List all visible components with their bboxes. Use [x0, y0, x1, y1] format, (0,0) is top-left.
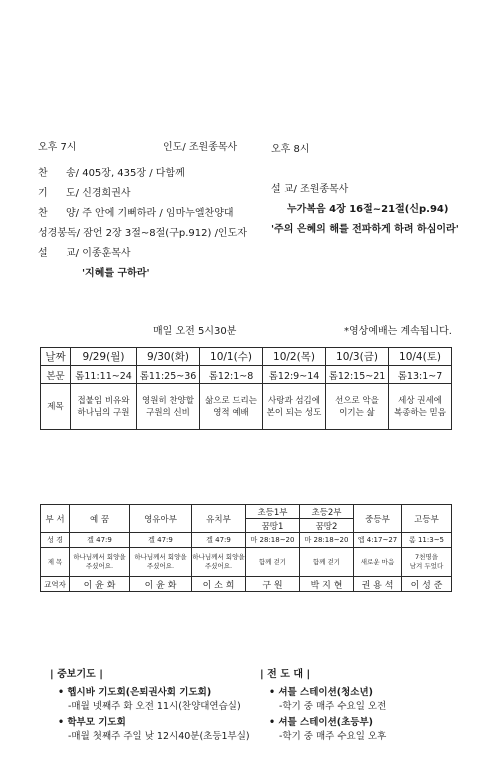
- table-row: [41, 533, 452, 548]
- daily-note: *영상예배는 계속됩니다.: [344, 326, 452, 337]
- cell-topic: 7천명을 남겨 두었다: [402, 548, 452, 577]
- dept-name: 예 꿈: [70, 505, 130, 533]
- cell-teacher: 이 소 희: [192, 577, 246, 592]
- evening7-leader: 인도/ 조원종목사: [163, 142, 238, 153]
- cell-verse: 겔 47:9: [192, 533, 246, 548]
- daily-heading: 매일 오전 5시30분: [153, 326, 237, 337]
- dept-sub-name: 꿈땅1: [246, 519, 300, 533]
- cell-text: 롬12:1~8: [200, 366, 263, 384]
- table-row: [41, 384, 452, 430]
- cell-date: 10/1(수): [200, 348, 263, 366]
- order-line-sermon: 설 교/ 이종훈목사: [38, 248, 131, 259]
- evening7-time: 오후 7시: [38, 142, 77, 153]
- evening8-time: 오후 8시: [271, 144, 310, 155]
- cell-date: 10/3(금): [326, 348, 389, 366]
- cell-topic: 하나님께서 회양을 주셨어요.: [70, 548, 130, 577]
- table-row: [41, 505, 452, 519]
- dept-name: 고등부: [402, 505, 452, 533]
- order-line-anthem: 찬 양/ 주 안에 기뻐하라 / 임마누엘찬양대: [38, 208, 234, 219]
- evening7-sermon-title: '지혜를 구하라': [82, 268, 150, 279]
- cell-topic: 하나님께서 회양을 주셨어요.: [192, 548, 246, 577]
- cell-topic: 세상 권세에 복종하는 믿음: [389, 384, 452, 430]
- table-row: [41, 577, 452, 592]
- evangelism-item-title: • 셔틀 스테이션(초등부): [269, 717, 373, 728]
- dept-name: 초등1부: [246, 505, 300, 519]
- cell-verse: 겔 47:9: [130, 533, 192, 548]
- cell-topic: 접붙임 비유와 하나님의 구원: [71, 384, 137, 430]
- evangelism-item-desc: -학기 중 매주 수요일 오후: [279, 731, 387, 742]
- cell-teacher: 이 윤 화: [130, 577, 192, 592]
- daily-schedule-table: [40, 347, 452, 430]
- table-row: [41, 348, 452, 366]
- prayer-item-title: • 학부모 기도회: [58, 717, 126, 728]
- dept-name: 초등2부: [300, 505, 354, 519]
- row-label-topic: 제 목: [41, 548, 70, 577]
- dept-header-label: 부 서: [41, 505, 70, 533]
- cell-text: 롬13:1~7: [389, 366, 452, 384]
- education-table: [40, 504, 452, 592]
- order-line-scripture: 성경봉독/ 잠언 2장 3절~8절(구p.912) /인도자: [38, 228, 247, 239]
- cell-date: 10/2(목): [263, 348, 326, 366]
- cell-topic: 영원히 찬양할 구원의 신비: [137, 384, 200, 430]
- row-label-teacher: 교역자: [41, 577, 70, 592]
- dept-name: 유치부: [192, 505, 246, 533]
- cell-teacher: 구 원: [246, 577, 300, 592]
- cell-date: 9/30(화): [137, 348, 200, 366]
- cell-verse: 마 28:18~20: [246, 533, 300, 548]
- cell-topic: 함께 걷기: [246, 548, 300, 577]
- prayer-heading: | 중보기도 |: [50, 669, 103, 680]
- cell-topic: 선으로 악을 이기는 삶: [326, 384, 389, 430]
- evangelism-item-title: • 셔틀 스테이션(청소년): [269, 687, 373, 698]
- order-line-prayer: 기 도/ 신경희권사: [38, 188, 131, 199]
- table-row: [41, 366, 452, 384]
- evening8-sermon-title: '주의 은혜의 해를 전파하게 하려 하심이라': [271, 224, 459, 235]
- dept-name: 영유아부: [130, 505, 192, 533]
- cell-verse: 엡 4:17~27: [354, 533, 402, 548]
- cell-text: 롬11:11~24: [71, 366, 137, 384]
- cell-date: 10/4(토): [389, 348, 452, 366]
- row-label-verse: 성 경: [41, 533, 70, 548]
- cell-teacher: 이 윤 화: [70, 577, 130, 592]
- prayer-item-desc: -매월 첫째주 주일 낮 12시40분(초등1부실): [68, 731, 250, 742]
- cell-text: 롬12:9~14: [263, 366, 326, 384]
- evangelism-item-desc: -학기 중 매주 수요일 오전: [279, 701, 387, 712]
- cell-verse: 마 28:18~20: [300, 533, 354, 548]
- row-label-text: 본문: [41, 366, 71, 384]
- dept-name: 중등부: [354, 505, 402, 533]
- cell-teacher: 박 지 현: [300, 577, 354, 592]
- cell-topic: 함께 걷기: [300, 548, 354, 577]
- row-label-topic: 제목: [41, 384, 71, 430]
- prayer-item-title: • 헵시바 기도회(은퇴권사회 기도회): [58, 687, 212, 698]
- evening8-scripture: 누가복음 4장 16절~21절(신p.94): [287, 204, 449, 215]
- dept-sub-name: 꿈땅2: [300, 519, 354, 533]
- cell-text: 롬11:25~36: [137, 366, 200, 384]
- order-line-hymn: 찬 송/ 405장, 435장 / 다함께: [38, 168, 185, 179]
- cell-text: 롬12:15~21: [326, 366, 389, 384]
- cell-teacher: 권 용 석: [354, 577, 402, 592]
- evening8-preacher: 설 교/ 조원종목사: [271, 184, 349, 195]
- table-row: [41, 548, 452, 577]
- cell-teacher: 이 성 준: [402, 577, 452, 592]
- cell-topic: 사랑과 섬김에 본이 되는 성도: [263, 384, 326, 430]
- cell-date: 9/29(월): [71, 348, 137, 366]
- prayer-item-desc: -매월 넷째주 화 오전 11시(찬양대연습실): [68, 701, 241, 712]
- row-label-date: 날짜: [41, 348, 71, 366]
- cell-topic: 새로운 마음: [354, 548, 402, 577]
- cell-verse: 롬 11:3~5: [402, 533, 452, 548]
- cell-verse: 겔 47:9: [70, 533, 130, 548]
- cell-topic: 하나님께서 회양을 주셨어요.: [130, 548, 192, 577]
- evangelism-heading: | 전 도 대 |: [260, 669, 311, 680]
- cell-topic: 삶으로 드리는 영적 예배: [200, 384, 263, 430]
